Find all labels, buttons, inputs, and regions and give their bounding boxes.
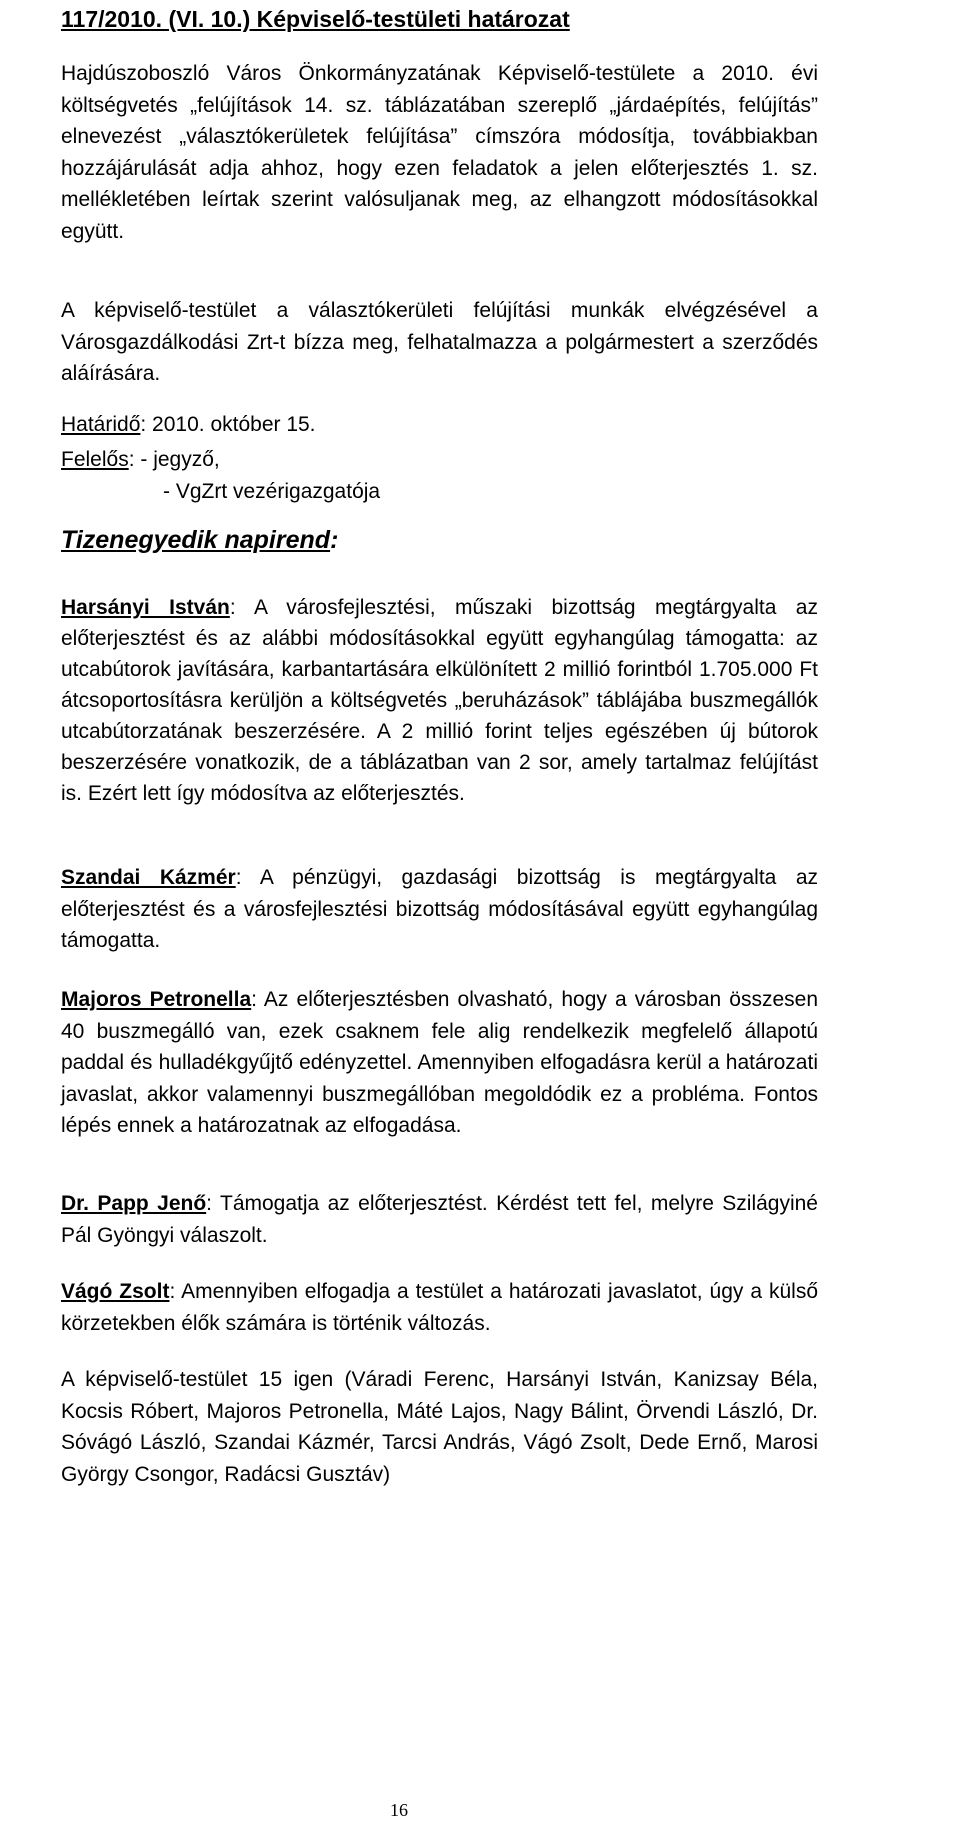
speaker-name: Szandai Kázmér — [61, 866, 236, 889]
statement-text: : Amennyiben elfogadja a testület a határozati javaslatot, úgy a külső körzetekben élők számára is történik változás. — [61, 1280, 818, 1335]
resolution-paragraph-2: A képviselő-testület a választókerületi felújítási munkák elvégzésével a Városgazdálkodási Zrt-t bízza meg, felhatalmazza a polgármestert a szerződés aláírására. — [61, 299, 818, 385]
responsible-value-2: - VgZrt vezérigazgatója — [163, 480, 381, 503]
speaker-name: Majoros Petronella — [61, 988, 252, 1011]
responsible-label: Felelős — [61, 448, 129, 471]
agenda-heading — [61, 526, 338, 555]
statement-text: : Az előterjesztésben olvasható, hogy a városban összesen 40 buszmegálló van, ezek csaknem fele alig rendelkezik megfelelő állapotú paddal és hulladékgyűjtő edényzettel. Amennyiben elfogadásra kerül a határozati javaslat, akkor valamennyi buszmegállóban megoldódik ez a probléma. Fontos lépés ennek a határozatnak az elfogadása. — [61, 988, 818, 1137]
vote-paragraph: A képviselő-testület 15 igen (Váradi Ferenc, Harsányi István, Kanizsay Béla, Kocsis Róbert, Majoros Petronella, Máté Lajos, Nagy Bálint, Örvendi László, Dr. Sóvágó László, Szandai Kázmér, Tarcsi András, Vágó Zsolt, Dede Ernő, Marosi György Csongor, Radácsi Gusztáv) — [61, 1368, 818, 1486]
responsible-line — [61, 448, 220, 472]
statement-text: : A pénzügyi, gazdasági bizottság is megtárgyalta az előterjesztést és a városfejlesztési bizottság módosításával együtt egyhangúlag támogatta. — [61, 866, 818, 952]
page-number: 16 — [390, 1800, 408, 1820]
speaker-name: Harsányi István — [61, 596, 230, 619]
statement-majoros — [61, 984, 818, 1142]
resolution-title: 117/2010. (VI. 10.) Képviselő-testületi határozat — [61, 6, 570, 32]
statement-text: : Támogatja az előterjesztést. Kérdést tett fel, melyre Szilágyiné Pál Gyöngyi válaszolt. — [61, 1192, 818, 1247]
agenda-heading-text: Tizenegyedik napirend — [61, 526, 331, 554]
statement-text: : A városfejlesztési, műszaki bizottság megtárgyalta az előterjesztést és az alábbi módosításokkal együtt egyhangúlag támogatta: az utcabútorok javítására, karbantartására elkülönített 2 millió forintból 1.705.000 Ft átcsoportosításra kerüljön a költségvetés „beruházások” táblájába buszmegállók utcabútorzatának beszerzésére. A 2 millió forint teljes egészében új bútorok beszerzésére vonatkozik, de a táblázatban van 2 sor, amely tartalmaz felújítást is. Ezért lett így módosítva az előterjesztés. — [61, 596, 818, 805]
deadline-line — [61, 413, 316, 437]
agenda-heading-suffix: : — [330, 526, 339, 554]
statement-harsanyi — [61, 592, 818, 809]
statement-papp — [61, 1188, 818, 1251]
statement-vago — [61, 1276, 818, 1339]
deadline-value: : 2010. október 15. — [140, 413, 316, 436]
responsible-value-1: : - jegyző, — [128, 448, 220, 471]
statement-szandai — [61, 862, 818, 957]
speaker-name: Dr. Papp Jenő — [61, 1192, 207, 1215]
resolution-paragraph-1: Hajdúszoboszló Város Önkormányzatának Képviselő-testülete a 2010. évi költségvetés „felújítások 14. sz. táblázatában szereplő „járdaépítés, felújítás” elnevezést „választókerületek felújítása” címszóra módosítja, továbbiakban hozzájárulását adja ahhoz, hogy ezen feladatok a jelen előterjesztés 1. sz. mellékletében leírtak szerint valósuljanak meg, az elhangzott módosításokkal együtt. — [61, 62, 818, 243]
speaker-name: Vágó Zsolt — [61, 1280, 170, 1303]
deadline-label: Határidő — [61, 413, 141, 436]
